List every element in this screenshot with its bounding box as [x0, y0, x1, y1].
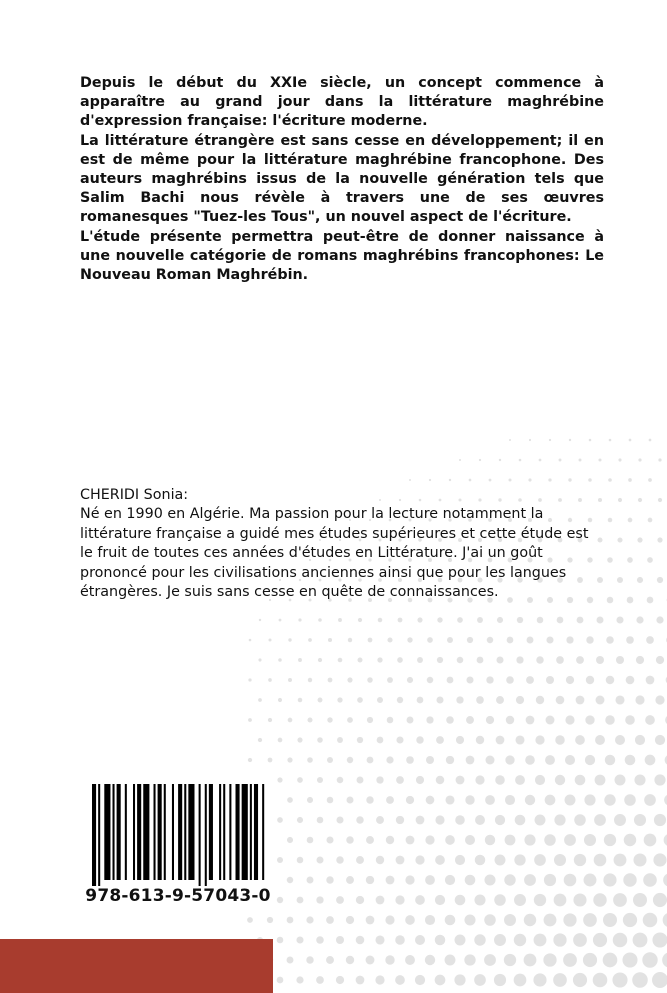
isbn-barcode	[80, 776, 276, 913]
author-section	[80, 486, 600, 602]
accent-color-band	[0, 939, 273, 993]
author-name: CHERIDI Sonia:	[80, 487, 189, 503]
author-bio: Né en 1990 en Algérie. Ma passion pour la lecture notamment la littérature française a guidé mes études supérieures et cette étude est le fruit de toutes ces années d'études en Littérature. J'ai un goût prononcé pour les civilisations anciennes ainsi que pour les langues étrangères. Je suis sans cesse en quête de connaissances.	[80, 506, 589, 601]
blurb-paragraph-1: Depuis le début du XXIe siècle, un concept commence à apparaître au grand jour dans la littérature maghrébine d'expression française: l'écriture moderne.	[80, 75, 604, 130]
barcode-bars	[88, 784, 268, 886]
back-cover-blurb	[80, 74, 604, 285]
blurb-paragraph-3: L'étude présente permettra peut-être de donner naissance à une nouvelle catégorie de romans maghrébins francophones: Le Nouveau Roman Maghrébin.	[80, 228, 604, 284]
blurb-paragraph-2: La littérature étrangère est sans cesse en développement; il en est de même pour la littérature maghrébine francophone. Des auteurs maghrébins issus de la nouvelle génération tels que Salim Bachi nous révèle à travers une de ses œuvres romanesques "Tuez-les Tous", un nouvel aspect de l'écriture.	[80, 132, 604, 226]
isbn-number: 978-613-9-57043-0	[85, 886, 271, 906]
